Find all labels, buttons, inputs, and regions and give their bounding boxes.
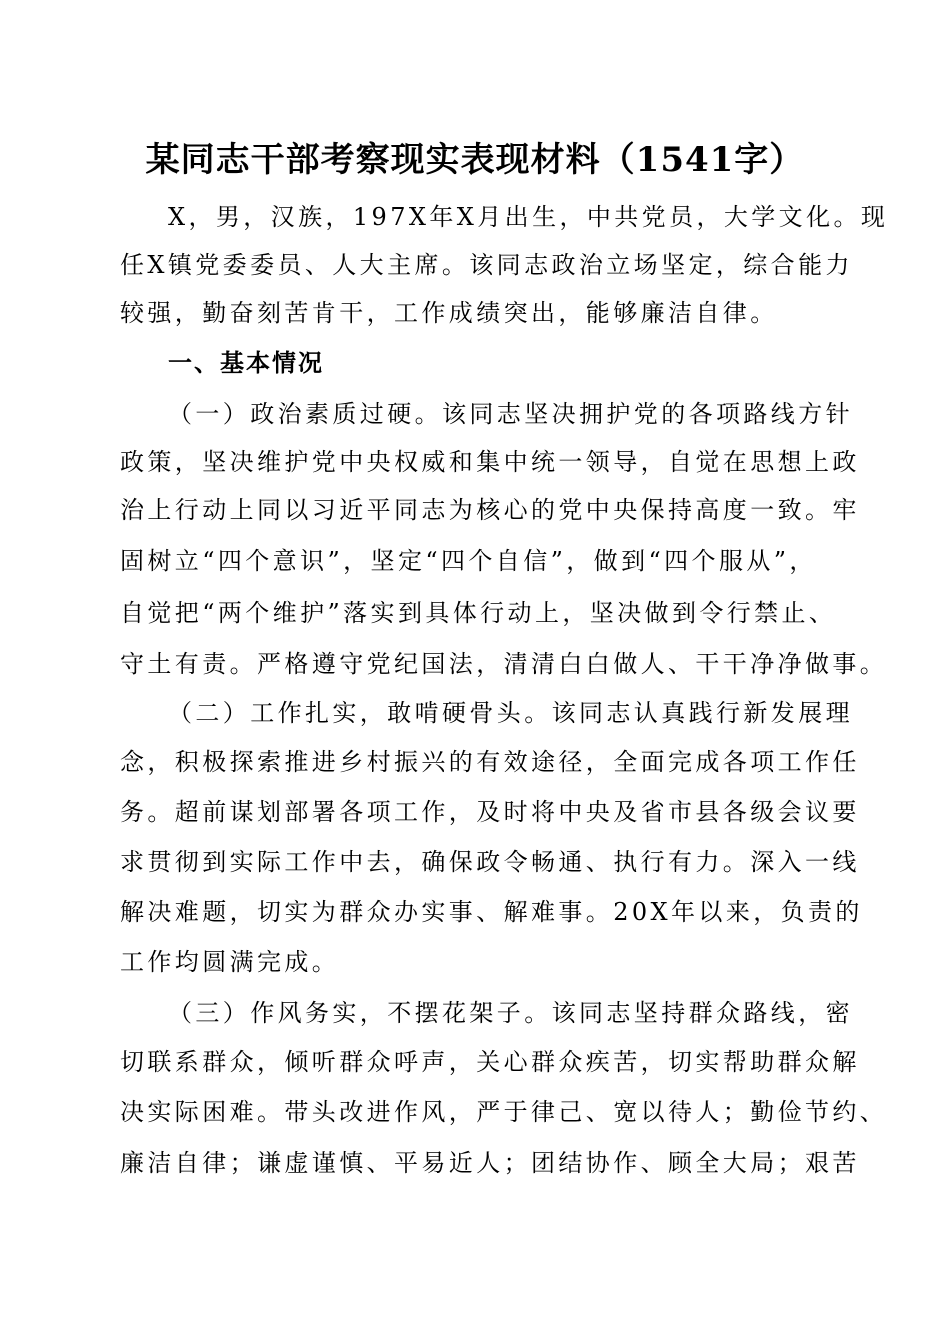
para1-line-2: 政策，坚决维护党中央权威和集中统一领导，自觉在思想上政 bbox=[120, 448, 860, 476]
intro-line-2: 任X镇党委委员、人大主席。该同志政治立场坚定，综合能力 bbox=[120, 251, 853, 279]
intro-line-3: 较强，勤奋刻苦肯干，工作成绩突出，能够廉洁自律。 bbox=[120, 299, 778, 327]
para1-line-4: 固树立“四个意识”，坚定“四个自信”，做到“四个服从”， bbox=[120, 547, 817, 575]
para2-line-4: 求贯彻到实际工作中去，确保政令畅通、执行有力。深入一线 bbox=[120, 848, 860, 876]
intro-line-1: X，男，汉族，197X年X月出生，中共党员，大学文化。现 bbox=[168, 203, 889, 231]
document-title: 某同志干部考察现实表现材料（1541字） bbox=[145, 140, 805, 180]
para3-line-4: 廉洁自律；谦虚谨慎、平易近人；团结协作、顾全大局；艰苦 bbox=[120, 1149, 860, 1177]
para2-line-2: 念，积极探索推进乡村振兴的有效途径，全面完成各项工作任 bbox=[120, 748, 860, 776]
para2-line-1: （二）工作扎实，敢啃硬骨头。该同志认真践行新发展理 bbox=[168, 699, 853, 727]
section-heading-basic: 一、基本情况 bbox=[168, 349, 324, 377]
para2-line-5: 解决难题，切实为群众办实事、解难事。20X年以来，负责的 bbox=[120, 898, 863, 926]
para3-line-1: （三）作风务实，不摆花架子。该同志坚持群众路线，密 bbox=[168, 999, 853, 1027]
para2-line-6: 工作均圆满完成。 bbox=[120, 948, 340, 976]
para1-line-5: 自觉把“两个维护”落实到具体行动上，坚决做到令行禁止、 bbox=[120, 599, 837, 627]
para1-line-1: （一）政治素质过硬。该同志坚决拥护党的各项路线方针 bbox=[168, 400, 853, 428]
para1-line-6: 守土有责。严格遵守党纪国法，清清白白做人、干干净净做事。 bbox=[120, 650, 888, 678]
para3-line-3: 决实际困难。带头改进作风，严于律己、宽以待人；勤俭节约、 bbox=[120, 1098, 888, 1126]
para1-line-3: 治上行动上同以习近平同志为核心的党中央保持高度一致。牢 bbox=[120, 496, 860, 524]
para2-line-3: 务。超前谋划部署各项工作，及时将中央及省市县各级会议要 bbox=[120, 798, 860, 826]
para3-line-2: 切联系群众，倾听群众呼声，关心群众疾苦，切实帮助群众解 bbox=[120, 1048, 860, 1076]
